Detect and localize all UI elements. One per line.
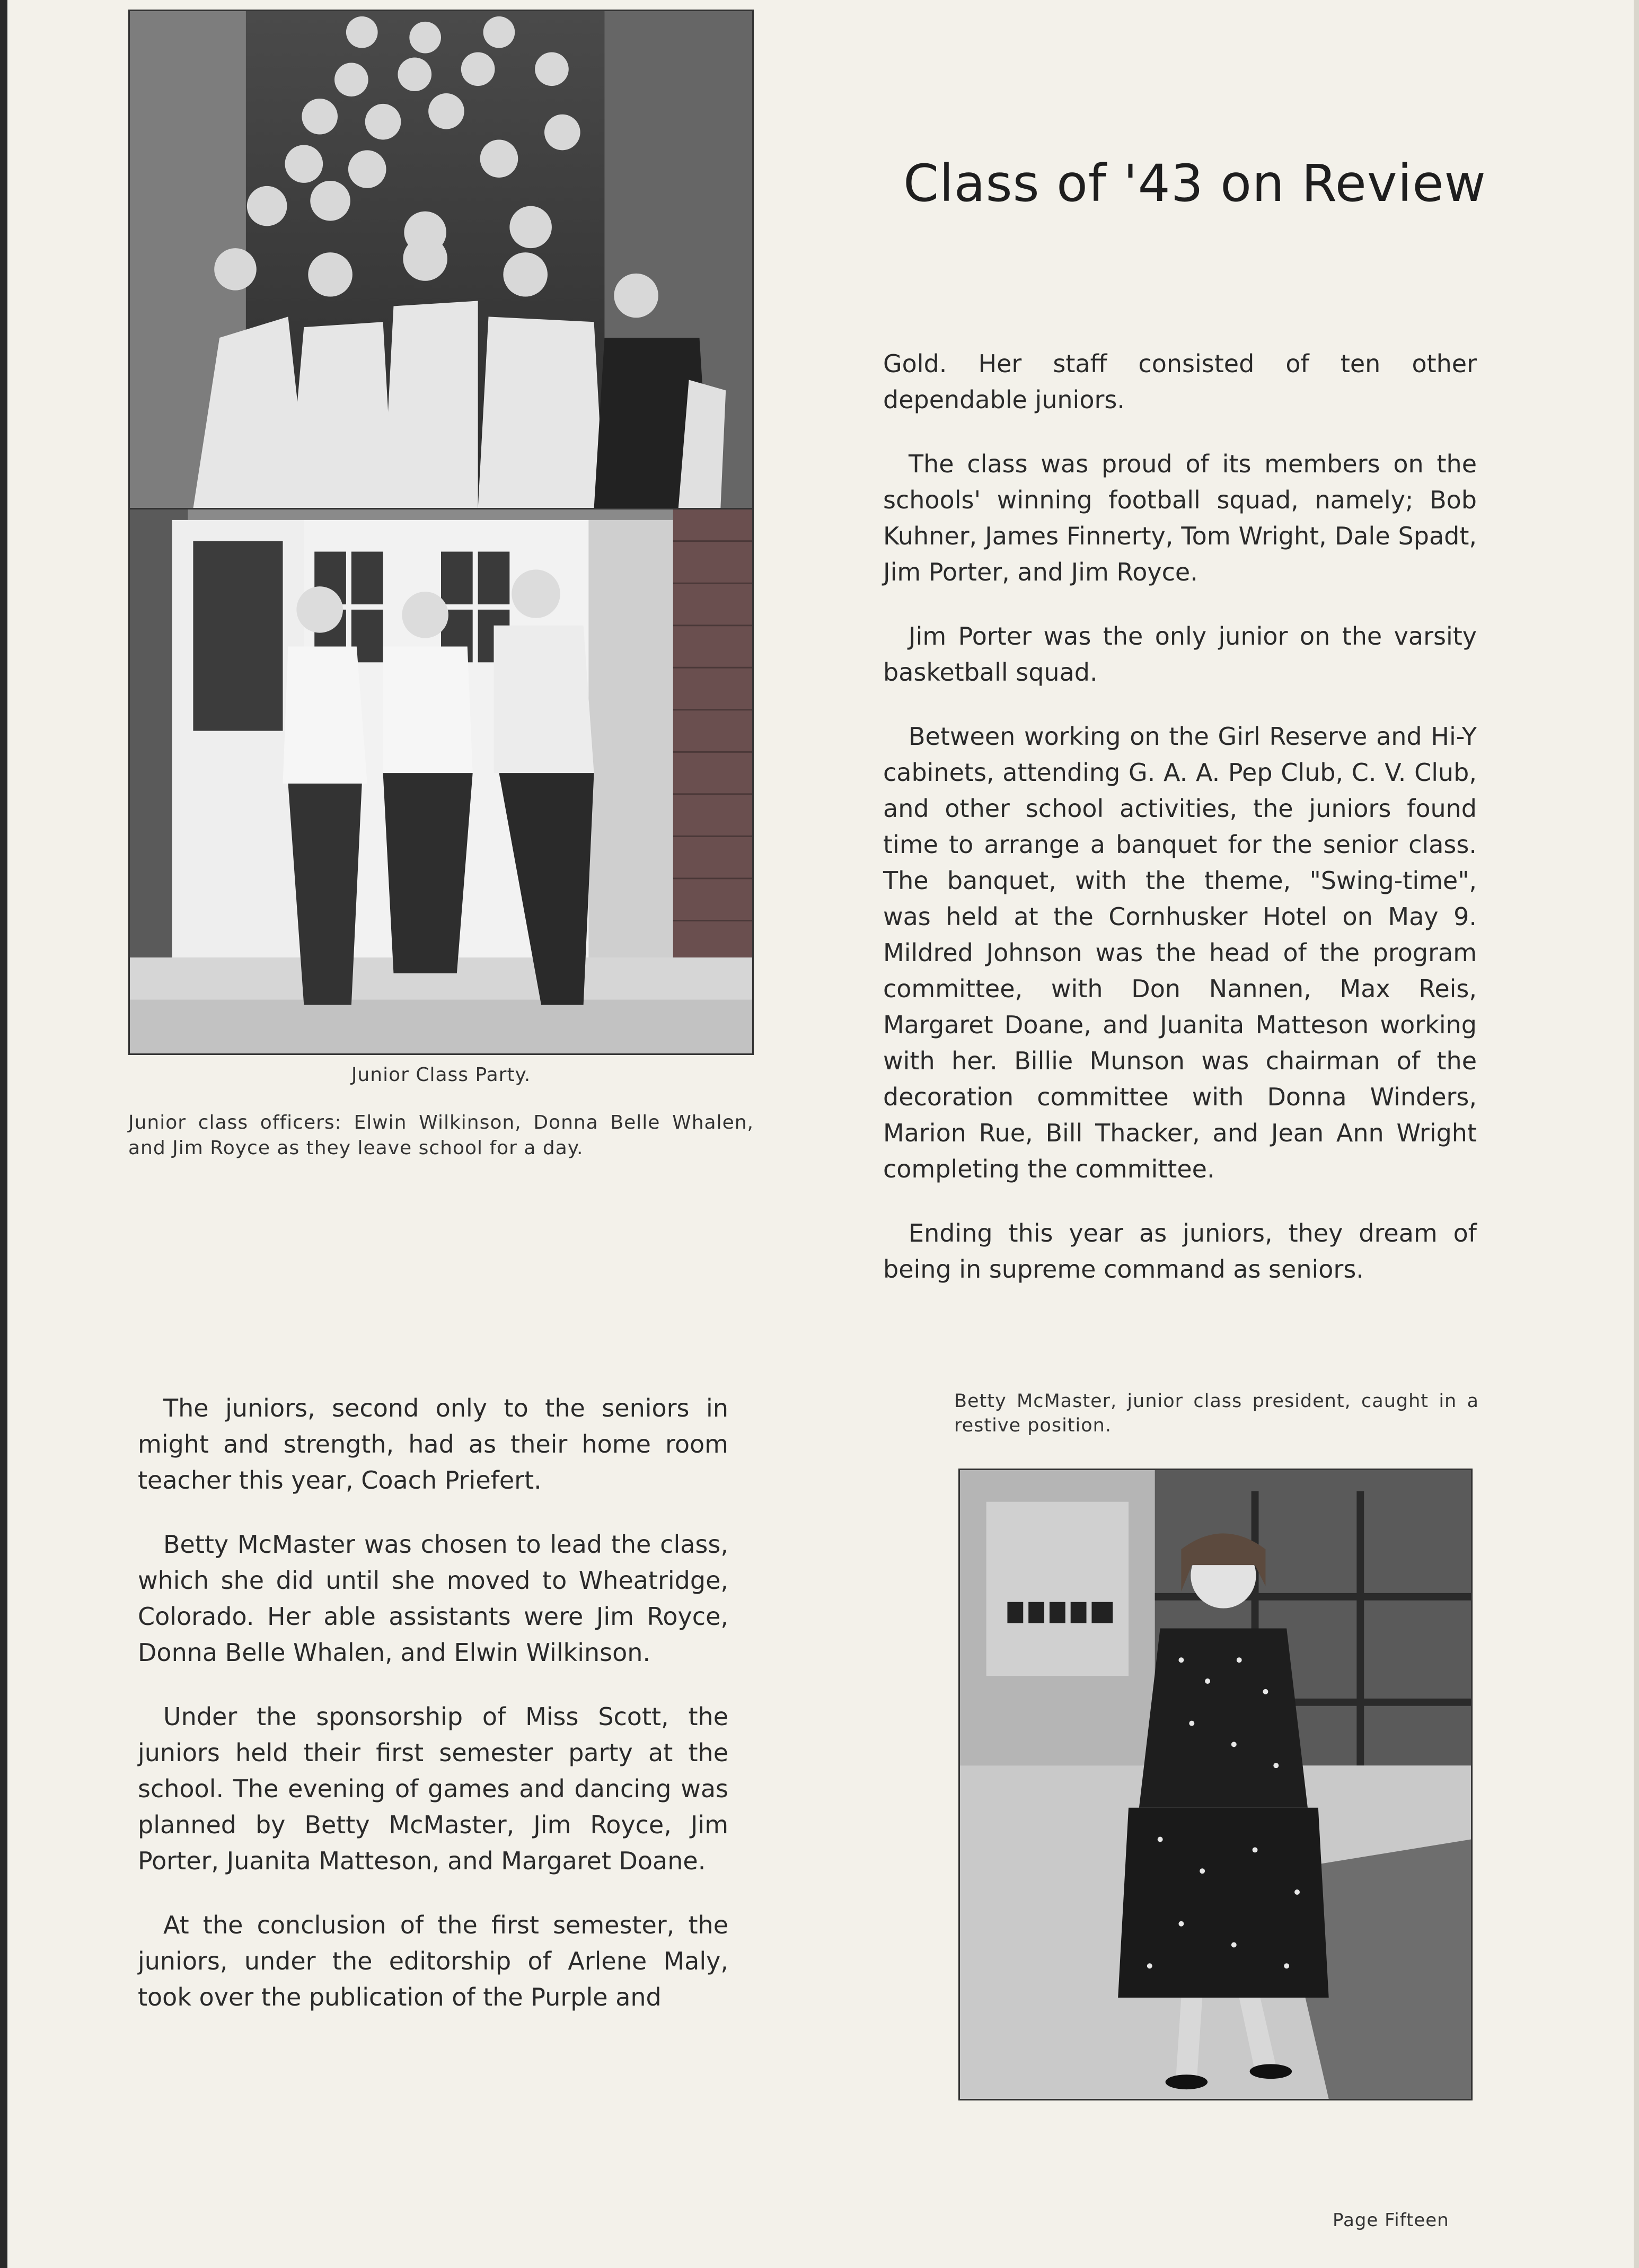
- left-paragraph: Betty McMaster was chosen to lead the class, which she did until she moved to Wheatridge, Colorado. Her able assistants were Jim Royce, Donna Belle Whalen, and Elwin Wilkinson.: [138, 1530, 728, 1667]
- left-paragraph: The juniors, second only to the seniors in might and strength, had as their home room teacher this year, Coach Priefert.: [138, 1394, 728, 1495]
- junior-class-officers-photo: [128, 508, 754, 1055]
- left-paragraph: At the conclusion of the first semester, the juniors, under the editorship of Arlene Maly, took over the publication of the Purple and: [138, 1911, 728, 2011]
- page-edge: [1634, 0, 1639, 2268]
- junior-class-officers-caption: Junior class officers: Elwin Wilkinson, Donna Belle Whalen, and Jim Royce as they leave school for a day.: [128, 1112, 754, 1159]
- right-paragraph: Gold. Her staff consisted of ten other dependable juniors.: [883, 349, 1477, 414]
- betty-mcmaster-photo: [958, 1469, 1473, 2100]
- president-caption: Betty McMaster, junior class president, caught in a restive position.: [954, 1391, 1479, 1436]
- page-title: Class of '43 on Review: [903, 154, 1486, 213]
- right-paragraph: Jim Porter was the only junior on the varsity basketball squad.: [883, 622, 1477, 687]
- page-number: Page Fifteen: [1333, 2210, 1449, 2231]
- right-column-text: [883, 346, 1477, 1315]
- right-paragraph: Between working on the Girl Reserve and Hi-Y cabinets, attending G. A. A. Pep Club, C. V. Club, and other school activities, the juniors found time to arrange a banquet for the senior class. The banquet, with the theme, "Swing-time", was held at the Cornhusker Hotel on May 9. Mildred Johnson was the head of the program committee, with Don Nannen, Max Reis, Margaret Doane, and Juanita Matteson working with her. Billie Munson was chairman of the decoration committee with Donna Winders, Marion Rue, Bill Thacker, and Jean Ann Wright completing the committee.: [883, 722, 1477, 1183]
- junior-class-party-photo: [128, 10, 754, 510]
- right-paragraph: Ending this year as juniors, they dream of being in supreme command as seniors.: [883, 1219, 1477, 1284]
- left-column-text: [138, 1390, 728, 2043]
- junior-class-party-caption: Junior Class Party.: [351, 1064, 531, 1086]
- right-paragraph: The class was proud of its members on the schools' winning football squad, namely; Bob Kuhner, James Finnerty, Tom Wright, Dale Spadt, Jim Porter, and Jim Royce.: [883, 450, 1477, 586]
- left-paragraph: Under the sponsorship of Miss Scott, the juniors held their first semester party at the school. The evening of games and dancing was planned by Betty McMaster, Jim Royce, Jim Porter, Juanita Matteson, and Margaret Doane.: [138, 1702, 728, 1875]
